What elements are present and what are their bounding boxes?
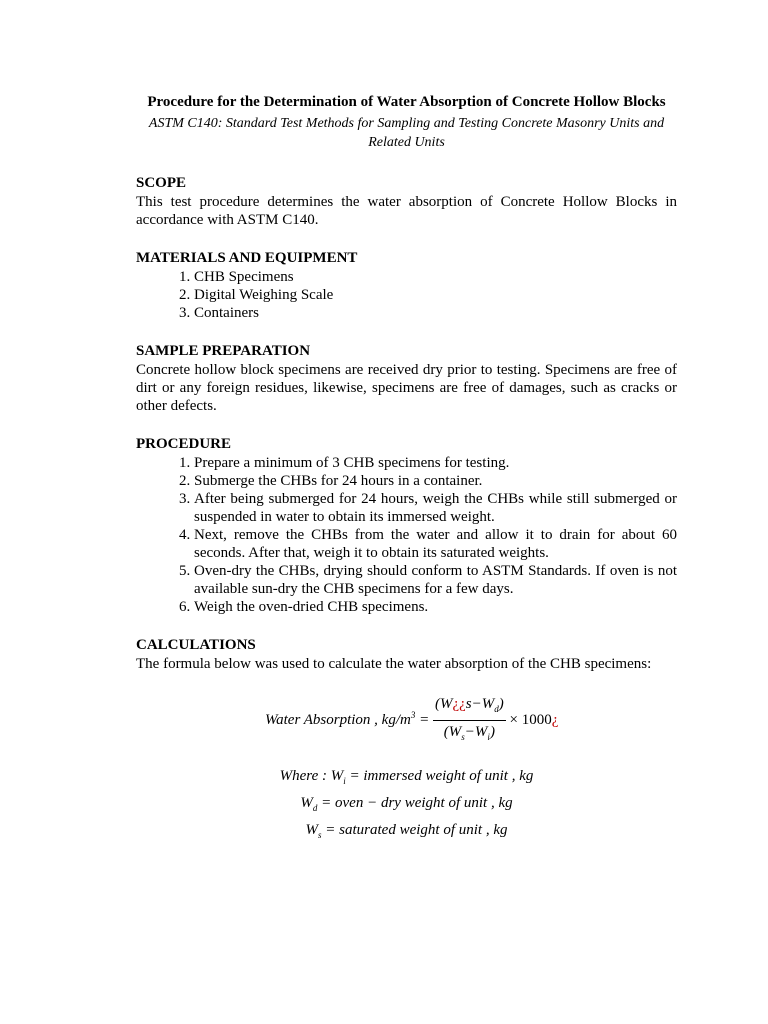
list-item: 2. Digital Weighing Scale [194,286,677,304]
document-subtitle: ASTM C140: Standard Test Methods for Sampling and Testing Concrete Masonry Units and Related Units [148,116,665,150]
formula-numerator: $(W¿¿s-W_d)$ [433,695,506,721]
scope-heading: SCOPE [136,175,187,191]
sample-prep-section [136,342,677,415]
document-title: Procedure for the Determination of Water Absorption of Concrete Hollow Blocks [147,94,666,110]
formula-glitch-char: ¿¿ [452,696,466,712]
scope-section [136,174,677,229]
list-item: 3. After being submerged for 24 hours, weigh the CHBs while still submerged or suspended in water to obtain its immersed weight. [194,490,677,526]
definition-line: Where : $W_i$ = immersed weight of unit , kg [279,768,534,786]
formula-equals: = [419,711,430,728]
document-page [136,93,677,840]
formula-denominator: $(W_s-W_i)$ [443,724,495,742]
materials-list [136,268,677,322]
formula-fraction [433,695,506,746]
definition-line: $W_d$ = oven − dry weight of unit , kg [300,795,513,813]
sample-prep-text: Concrete hollow block specimens are received dry prior to testing. Specimens are free of dirt or any foreign residues, likewise, specimens are free of damages, such as cracks or other defects. [136,362,677,414]
materials-heading: MATERIALS AND EQUIPMENT [136,250,358,266]
scope-text: This test procedure determines the water absorption of Concrete Hollow Blocks in accordance with ASTM C140. [136,194,677,228]
water-absorption-formula [136,695,677,745]
variable-definitions [136,765,677,840]
list-item: 6. Weigh the oven-dried CHB specimens. [194,598,677,616]
formula-lhs-exponent: 3 [410,709,416,720]
list-item: 4. Next, remove the CHBs from the water and allow it to drain for about 60 seconds. After that, weigh it to obtain its saturated weights. [194,526,677,562]
definition-line: $W_s$ = saturated weight of unit , kg [305,822,508,840]
procedure-list [136,454,677,616]
list-item: 1. CHB Specimens [194,268,677,286]
calculations-text: The formula below was used to calculate the water absorption of the CHB specimens: [136,656,652,672]
formula-lhs: Water Absorption , kg/m [265,711,411,728]
list-item: 2. Submerge the CHBs for 24 hours in a container. [194,472,677,490]
sample-prep-heading: SAMPLE PREPARATION [136,343,311,359]
list-item: 5. Oven-dry the CHBs, drying should conform to ASTM Standards. If oven is not available sun-dry the CHB specimens for a few days. [194,562,677,598]
calculations-section [136,636,677,840]
formula-multiplier: × 1000 [509,711,552,728]
list-item: 3. Containers [194,304,677,322]
formula-glitch-char: ¿ [551,711,559,728]
calculations-heading: CALCULATIONS [136,637,256,653]
procedure-section [136,435,677,616]
procedure-heading: PROCEDURE [136,436,232,452]
materials-section [136,249,677,322]
list-item: 1. Prepare a minimum of 3 CHB specimens for testing. [194,454,677,472]
